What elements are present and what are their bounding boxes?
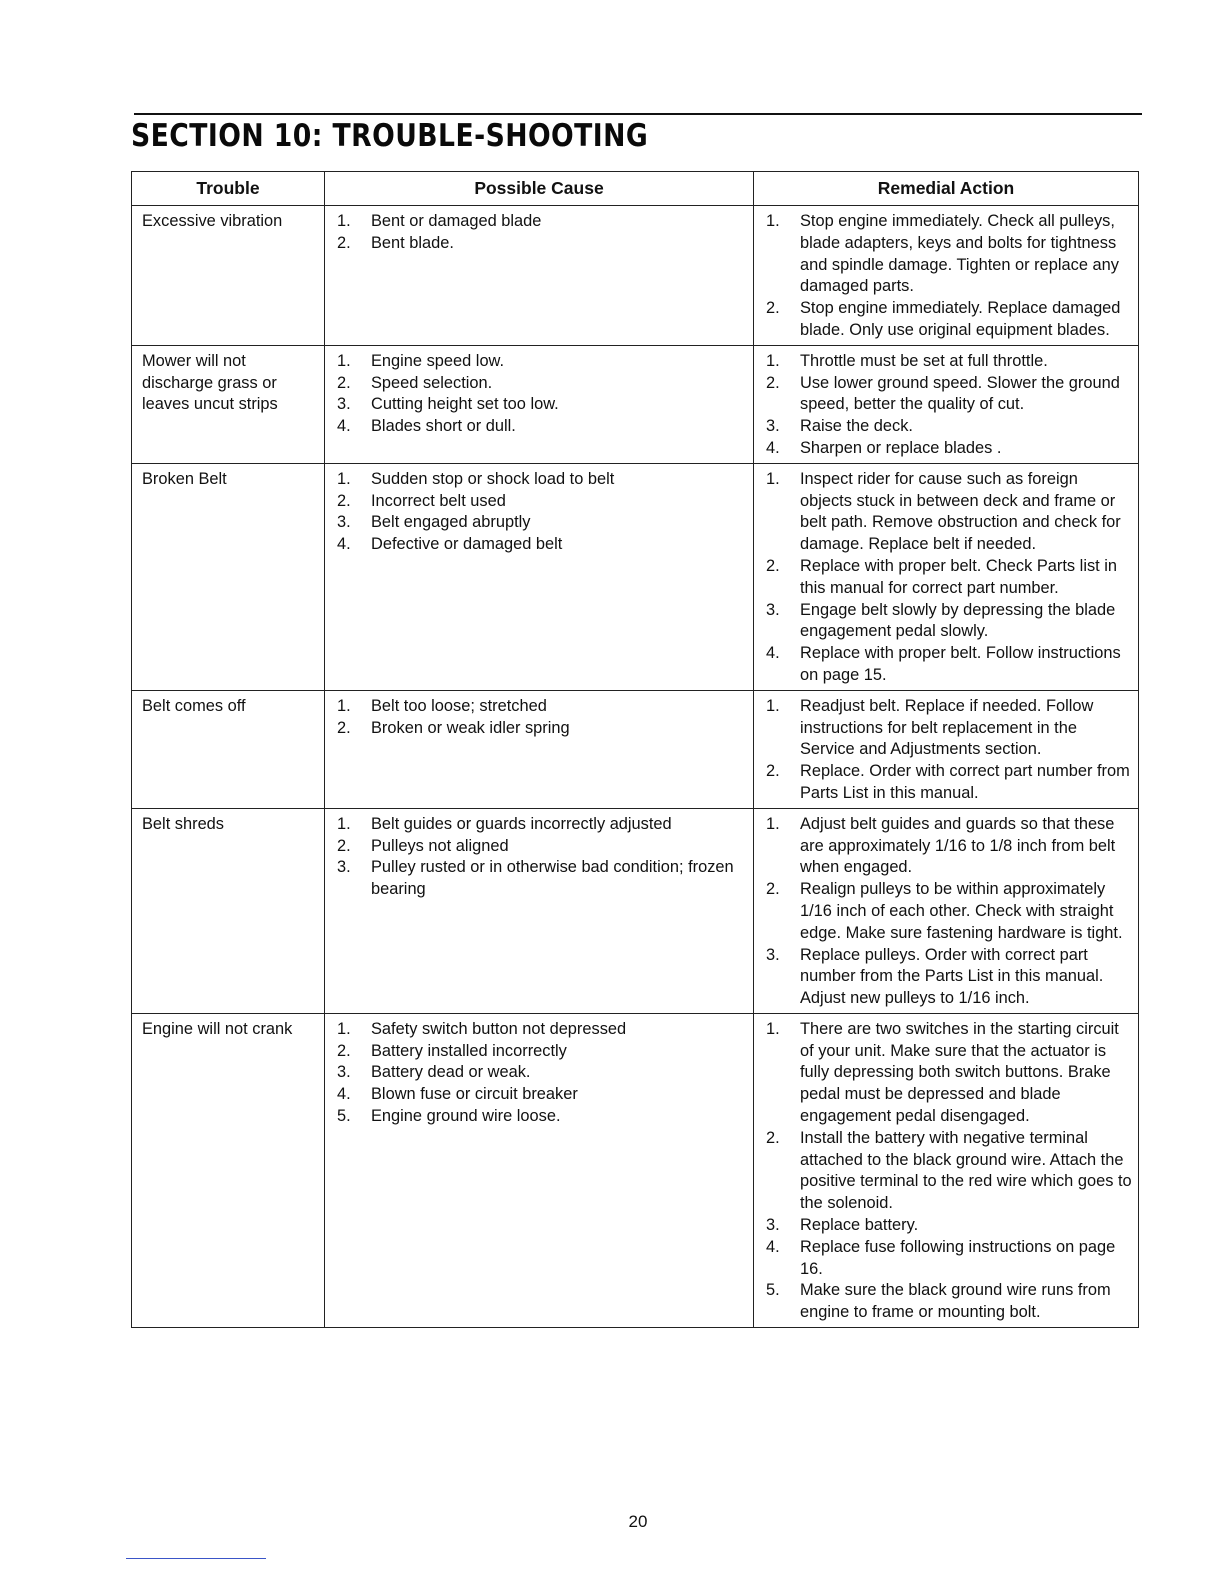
cause-item xyxy=(335,718,747,740)
cause-number: 2. xyxy=(337,836,351,855)
remedy-cell xyxy=(754,345,1139,463)
remedy-text: Inspect rider for cause such as foreign objects stuck in between deck and frame or belt path. Remove obstruction and check for damage. Replace belt if needed. xyxy=(800,469,1121,554)
top-rule xyxy=(134,113,1142,115)
remedy-cell xyxy=(754,808,1139,1013)
table-row xyxy=(132,1013,1139,1327)
remedy-item xyxy=(764,1215,1132,1237)
cause-number: 3. xyxy=(337,513,351,532)
remedy-text: Stop engine immediately. Replace damaged blade. Only use original equipment blades. xyxy=(800,299,1121,339)
cause-item xyxy=(335,1106,747,1128)
remedy-item xyxy=(764,438,1132,460)
remedy-cell xyxy=(754,206,1139,346)
cause-text: Defective or damaged belt xyxy=(371,535,563,554)
remedy-number: 3. xyxy=(766,600,780,619)
cause-item xyxy=(335,1041,747,1063)
cause-text: Pulley rusted or in otherwise bad condition; frozen bearing xyxy=(371,858,734,899)
table-row xyxy=(132,345,1139,463)
remedy-item xyxy=(764,1019,1132,1128)
table-row xyxy=(132,808,1139,1013)
header-remedial-action: Remedial Action xyxy=(754,172,1139,206)
cause-number: 3. xyxy=(337,395,351,414)
table-row xyxy=(132,463,1139,690)
remedy-number: 2. xyxy=(766,556,780,575)
remedy-text: Throttle must be set at full throttle. xyxy=(800,351,1048,370)
cause-text: Belt engaged abruptly xyxy=(371,513,531,532)
cause-item xyxy=(335,1084,747,1106)
cause-number: 2. xyxy=(337,718,351,737)
remedy-text: Raise the deck. xyxy=(800,417,913,436)
cause-text: Cutting height set too low. xyxy=(371,395,559,414)
remedy-item xyxy=(764,600,1132,644)
remedy-text: Replace with proper belt. Check Parts list in this manual for correct part number. xyxy=(800,556,1118,597)
cause-number: 1. xyxy=(337,1019,351,1038)
remedy-item xyxy=(764,1280,1132,1324)
remedy-text: Adjust belt guides and guards so that these are approximately 1/16 to 1/8 inch from belt when engaged. xyxy=(800,814,1116,877)
cause-cell xyxy=(325,808,754,1013)
table-header-row xyxy=(132,172,1139,206)
troubleshooting-table xyxy=(131,171,1139,1328)
cause-number: 2. xyxy=(337,491,351,510)
cause-number: 5. xyxy=(337,1107,351,1126)
remedy-number: 3. xyxy=(766,945,780,964)
remedy-item xyxy=(764,1237,1132,1281)
cause-item xyxy=(335,469,747,491)
cause-item xyxy=(335,211,747,233)
cause-number: 4. xyxy=(337,1085,351,1104)
cause-number: 2. xyxy=(337,233,351,252)
cause-item xyxy=(335,857,747,901)
remedy-number: 1. xyxy=(766,469,780,488)
remedy-number: 3. xyxy=(766,417,780,436)
remedy-number: 1. xyxy=(766,696,780,715)
remedy-number: 1. xyxy=(766,351,780,370)
trouble-cell: Broken Belt xyxy=(132,463,325,690)
trouble-cell: Mower will not discharge grass or leaves uncut strips xyxy=(132,345,325,463)
remedy-item xyxy=(764,643,1132,687)
remedy-item xyxy=(764,696,1132,761)
cause-number: 3. xyxy=(337,858,351,877)
cause-text: Battery installed incorrectly xyxy=(371,1041,567,1060)
remedy-number: 4. xyxy=(766,438,780,457)
remedy-text: There are two switches in the starting circuit of your unit. Make sure that the actuator is fully depressing both switch buttons. Brake pedal must be depressed and blade engagement pedal disengaged. xyxy=(800,1019,1119,1126)
cause-cell xyxy=(325,206,754,346)
cause-item xyxy=(335,1062,747,1084)
cause-item xyxy=(335,416,747,438)
trouble-cell: Engine will not crank xyxy=(132,1013,325,1327)
cause-item xyxy=(335,351,747,373)
remedy-item xyxy=(764,814,1132,879)
remedy-text: Replace battery. xyxy=(800,1216,919,1235)
cause-number: 1. xyxy=(337,814,351,833)
bottom-rule xyxy=(126,1558,266,1559)
remedy-text: Stop engine immediately. Check all pulleys, blade adapters, keys and bolts for tightness and spindle damage. Tighten or replace any damaged parts. xyxy=(800,212,1119,296)
cause-text: Safety switch button not depressed xyxy=(371,1019,627,1038)
cause-text: Engine speed low. xyxy=(371,351,505,370)
remedy-cell xyxy=(754,463,1139,690)
table-row xyxy=(132,690,1139,808)
cause-number: 2. xyxy=(337,373,351,392)
cause-item xyxy=(335,696,747,718)
remedy-number: 4. xyxy=(766,644,780,663)
remedy-text: Readjust belt. Replace if needed. Follow instructions for belt replacement in the Service and Adjustments section. xyxy=(800,696,1094,759)
remedy-text: Replace. Order with correct part number from Parts List in this manual. xyxy=(800,762,1130,802)
remedy-text: Sharpen or replace blades . xyxy=(800,438,1002,457)
cause-item xyxy=(335,836,747,858)
remedy-number: 1. xyxy=(766,814,780,833)
remedy-cell xyxy=(754,1013,1139,1327)
cause-number: 3. xyxy=(337,1063,351,1082)
remedy-number: 4. xyxy=(766,1237,780,1256)
cause-text: Blown fuse or circuit breaker xyxy=(371,1085,578,1104)
remedy-number: 2. xyxy=(766,373,780,392)
cause-number: 1. xyxy=(337,696,351,715)
cause-text: Pulleys not aligned xyxy=(371,836,509,855)
remedy-text: Replace pulleys. Order with correct part number from the Parts List in this manual. Adjust new pulleys to 1/16 inch. xyxy=(800,945,1104,1008)
remedy-item xyxy=(764,373,1132,417)
remedy-text: Replace fuse following instructions on page 16. xyxy=(800,1237,1116,1278)
cause-cell xyxy=(325,1013,754,1327)
cause-text: Blades short or dull. xyxy=(371,417,516,436)
remedy-text: Engage belt slowly by depressing the blade engagement pedal slowly. xyxy=(800,600,1116,641)
cause-item xyxy=(335,394,747,416)
table-body xyxy=(132,206,1139,1328)
cause-item xyxy=(335,814,747,836)
remedy-item xyxy=(764,1128,1132,1215)
cause-number: 4. xyxy=(337,535,351,554)
remedy-number: 5. xyxy=(766,1281,780,1300)
trouble-cell: Excessive vibration xyxy=(132,206,325,346)
cause-text: Sudden stop or shock load to belt xyxy=(371,469,615,488)
header-trouble: Trouble xyxy=(132,172,325,206)
cause-item xyxy=(335,1019,747,1041)
remedy-number: 2. xyxy=(766,1128,780,1147)
cause-text: Engine ground wire loose. xyxy=(371,1107,561,1126)
remedy-item xyxy=(764,469,1132,556)
cause-number: 1. xyxy=(337,351,351,370)
cause-number: 2. xyxy=(337,1041,351,1060)
remedy-text: Make sure the black ground wire runs from engine to frame or mounting bolt. xyxy=(800,1281,1111,1322)
cause-item xyxy=(335,373,747,395)
cause-cell xyxy=(325,690,754,808)
remedy-item xyxy=(764,211,1132,298)
cause-text: Bent or damaged blade xyxy=(371,212,542,230)
cause-cell xyxy=(325,345,754,463)
remedy-text: Replace with proper belt. Follow instructions on page 15. xyxy=(800,644,1121,684)
section-title: SECTION 10: TROUBLE-SHOOTING xyxy=(131,118,649,154)
cause-number: 4. xyxy=(337,417,351,436)
cause-text: Belt guides or guards incorrectly adjusted xyxy=(371,814,672,833)
remedy-item xyxy=(764,298,1132,342)
header-possible-cause: Possible Cause xyxy=(325,172,754,206)
cause-text: Speed selection. xyxy=(371,373,493,392)
cause-item xyxy=(335,491,747,513)
cause-text: Incorrect belt used xyxy=(371,491,506,510)
table-row xyxy=(132,206,1139,346)
cause-text: Belt too loose; stretched xyxy=(371,696,547,715)
remedy-number: 2. xyxy=(766,880,780,899)
cause-text: Battery dead or weak. xyxy=(371,1063,531,1082)
remedy-text: Realign pulleys to be within approximately 1/16 inch of each other. Check with straight edge. Make sure fastening hardware is tight. xyxy=(800,880,1123,942)
remedy-item xyxy=(764,945,1132,1010)
remedy-item xyxy=(764,556,1132,600)
remedy-cell xyxy=(754,690,1139,808)
remedy-text: Use lower ground speed. Slower the ground speed, better the quality of cut. xyxy=(800,373,1120,414)
cause-text: Broken or weak idler spring xyxy=(371,718,570,737)
cause-item xyxy=(335,512,747,534)
cause-text: Bent blade. xyxy=(371,233,454,252)
cause-item xyxy=(335,233,747,255)
remedy-number: 1. xyxy=(766,212,780,230)
trouble-cell: Belt comes off xyxy=(132,690,325,808)
cause-item xyxy=(335,534,747,556)
remedy-number: 1. xyxy=(766,1019,780,1038)
remedy-item xyxy=(764,879,1132,944)
remedy-number: 2. xyxy=(766,299,780,318)
cause-number: 1. xyxy=(337,469,351,488)
cause-cell xyxy=(325,463,754,690)
remedy-item xyxy=(764,351,1132,373)
remedy-text: Install the battery with negative terminal attached to the black ground wire. Attach the positive terminal to the red wire which goes to the solenoid. xyxy=(800,1128,1132,1213)
remedy-item xyxy=(764,416,1132,438)
page-number: 20 xyxy=(628,1512,648,1531)
cause-number: 1. xyxy=(337,212,351,230)
trouble-cell: Belt shreds xyxy=(132,808,325,1013)
remedy-item xyxy=(764,761,1132,805)
remedy-number: 3. xyxy=(766,1216,780,1235)
remedy-number: 2. xyxy=(766,762,780,781)
